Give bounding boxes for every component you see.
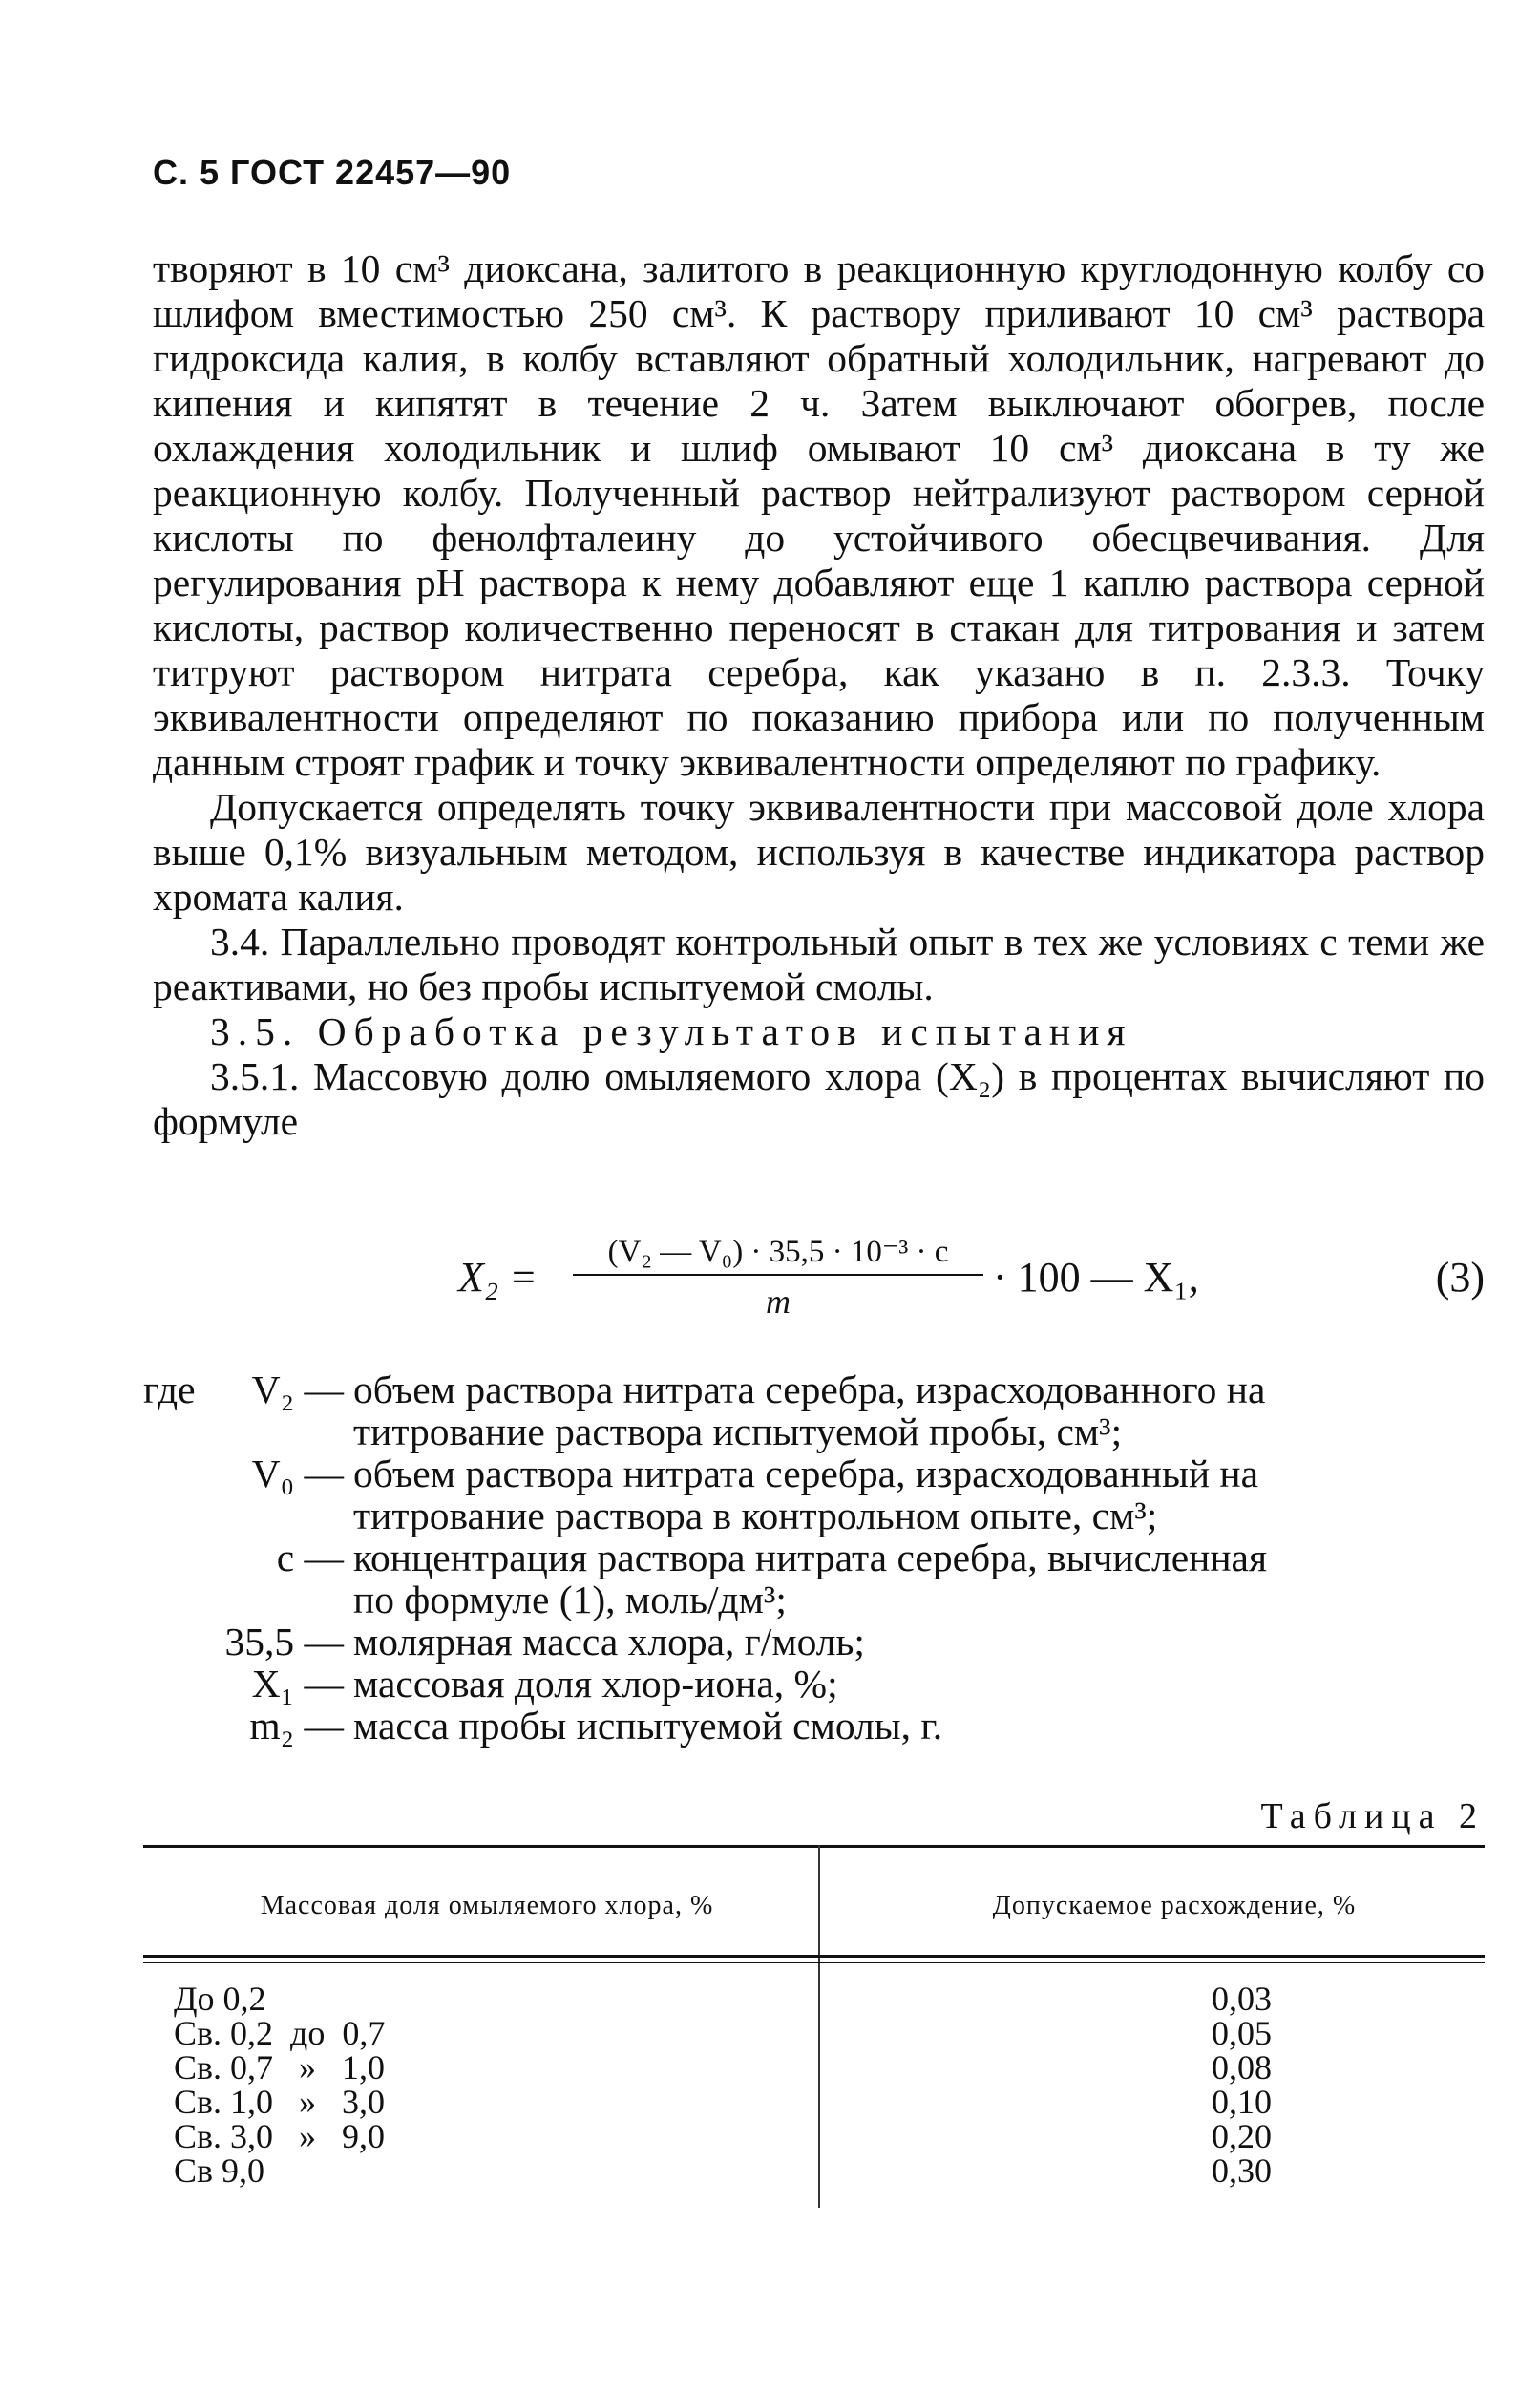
table-row xyxy=(174,1982,1482,2016)
legend-text: массовая доля хлор-иона, %; xyxy=(353,1662,838,1706)
legend-symbol: X₁ — xyxy=(251,1662,344,1706)
table-cell-range: До 0,2 xyxy=(174,1980,266,2018)
section-heading-3-5: 3.5. Обработка результатов испытания xyxy=(210,1009,1133,1053)
page-header: С. 5 ГОСТ 22457—90 xyxy=(153,153,512,192)
paragraph-continuation: творяют в 10 см³ диоксана, залитого в реакционную круглодонную колбу со шлифом вместимостью 250 см³. К раствору приливают 10 см³ раствора гидроксида калия, в колбу вставляют обратный холодильник, нагревают до кипения и кипятят в течение 2 ч. Затем выключают обогрев, после охлаждения холодильник и шлиф омывают 10 см³ диоксана в ту же реакционную колбу. Полученный раствор нейтрализуют раствором серной кислоты по фенолфталеину до устойчивого обесцвечивания. Для регулирования рН раствора к нему добавляют еще 1 каплю раствора серной кислоты, раствор количественно переносят в стакан для титрования и затем титруют раствором нитрата серебра, как указано в п. 2.3.3. Точку эквивалентности определяют по показанию прибора или по полученным данным строят график и точку эквивалентности определяют по графику. xyxy=(153,246,1485,784)
legend-symbol: m₂ — xyxy=(249,1704,344,1748)
formula-3 xyxy=(458,1232,1485,1346)
legend-text-cont: по формуле (1), моль/дм³; xyxy=(353,1578,787,1621)
formula-rhs: · 100 — X₁, xyxy=(993,1254,1199,1301)
paragraph-3-5-1: 3.5.1. Массовую долю омыляемого хлора (X₂) в процентах вычисляют по формуле xyxy=(153,1054,1485,1143)
legend-item xyxy=(143,1621,1485,1663)
formula-fraction xyxy=(573,1232,983,1322)
formula-denominator: m xyxy=(766,1282,791,1321)
formula-number: (3) xyxy=(1435,1254,1485,1301)
table-cell-range: Св. 0,7 » 1,0 xyxy=(174,2048,386,2087)
legend-symbol: V₂ — xyxy=(251,1367,344,1411)
fraction-bar xyxy=(573,1274,983,1276)
table-header-col1: Массовая доля омыляемого хлора, % xyxy=(260,1891,714,1920)
table-cell-range: Св. 1,0 » 3,0 xyxy=(174,2083,386,2121)
paragraph-visual-method: Допускается определять точку эквивалентности при массовой доле хлора выше 0,1% визуальным методом, используя в качестве индикатора раствор хромата калия. xyxy=(153,785,1485,919)
formula-legend xyxy=(143,1368,1485,1747)
legend-symbol: c — xyxy=(276,1536,344,1579)
legend-item xyxy=(143,1663,1485,1705)
table-cell-tolerance: 0,05 xyxy=(1212,2014,1272,2052)
legend-item xyxy=(143,1368,1485,1452)
legend-symbol: 35,5 — xyxy=(224,1620,344,1664)
legend-item xyxy=(143,1537,1485,1621)
legend-text-cont: титрование раствора в контрольном опыте, см³; xyxy=(353,1494,1158,1537)
table-row xyxy=(174,2119,1482,2153)
table-cell-tolerance: 0,03 xyxy=(1212,1980,1272,2018)
legend-text: молярная масса хлора, г/моль; xyxy=(353,1620,865,1664)
legend-item xyxy=(143,1452,1485,1537)
table-rule-header-thin xyxy=(143,1962,1485,1963)
legend-item xyxy=(143,1705,1485,1747)
table-row xyxy=(174,2050,1482,2085)
legend-text: концентрация раствора нитрата серебра, вычисленная xyxy=(353,1536,1268,1579)
table-cell-tolerance: 0,30 xyxy=(1212,2151,1272,2190)
table-rule-header xyxy=(143,1955,1485,1958)
table-rule-top xyxy=(143,1845,1485,1848)
table-body xyxy=(174,1982,1482,2188)
body-text xyxy=(153,246,1485,1144)
table-caption: Таблица 2 xyxy=(1260,1796,1485,1836)
paragraph-3-4: 3.4. Параллельно проводят контрольный опыт в тех же условиях с теми же реактивами, но без пробы испытуемой смолы. xyxy=(153,920,1485,1008)
legend-where: где xyxy=(143,1367,196,1411)
table-cell-range: Св. 3,0 » 9,0 xyxy=(174,2117,386,2155)
legend-text-cont: титрование раствора испытуемой пробы, см³; xyxy=(353,1409,1123,1453)
formula-numerator: (V₂ — V₀) · 35,5 · 10⁻³ · c xyxy=(607,1235,949,1269)
legend-symbol: V₀ — xyxy=(251,1452,344,1495)
table-row xyxy=(174,2085,1482,2119)
legend-text: масса пробы испытуемой смолы, г. xyxy=(353,1704,943,1748)
legend-text: объем раствора нитрата серебра, израсходованный на xyxy=(353,1452,1259,1495)
table-cell-tolerance: 0,20 xyxy=(1212,2117,1272,2155)
table-cell-range: Св 9,0 xyxy=(174,2151,265,2190)
formula-lhs: X₂ = xyxy=(458,1254,538,1301)
table-row xyxy=(174,2153,1482,2188)
table-cell-range: Св. 0,2 до 0,7 xyxy=(174,2014,386,2052)
table-cell-tolerance: 0,08 xyxy=(1212,2048,1272,2087)
table-row xyxy=(174,2016,1482,2050)
legend-text: объем раствора нитрата серебра, израсходованного на xyxy=(353,1367,1266,1411)
table-cell-tolerance: 0,10 xyxy=(1212,2083,1272,2121)
table-header-col2: Допускаемое расхождение, % xyxy=(992,1891,1357,1920)
